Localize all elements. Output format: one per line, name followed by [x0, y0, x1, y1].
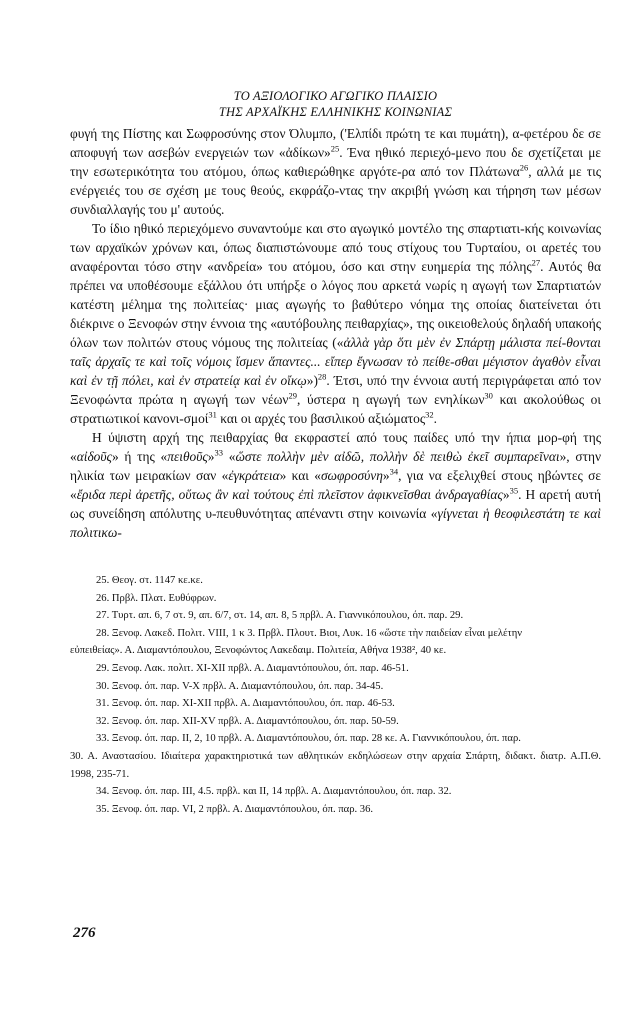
paragraph-3	[70, 428, 601, 542]
footnote-ref: 34	[389, 466, 399, 477]
greek-quote: ὥστε πολλὴν μὲν αἰδῶ, πολλὴν δὲ πειθὼ ἐκεῖ συμπαρεῖναι	[235, 449, 560, 464]
paragraph-1	[70, 124, 601, 219]
text-run: »	[502, 487, 510, 502]
footnote: 28. Ξενοφ. Λακεδ. Πολιτ. VIII, 1 κ 3. Πρβλ. Πλουτ. Βιοι, Λυκ. 16 «ὥστε τὴν παιδείαν εἶναι μελέτην	[96, 627, 523, 639]
greek-quote: γίγνεται ἡ θεοφιλεστάτη τε καὶ πολιτικω-	[70, 506, 601, 540]
footnote-ref: 26	[519, 162, 529, 173]
text-run: »	[382, 468, 390, 483]
greek-quote: ἔριδα περὶ ἀρετῆς, οὕτως ἂν καὶ τούτους ἐπὶ πλεῖστον ἀφικνεῖσθαι ἀνδραγαθίας	[76, 487, 503, 502]
text-run: » ή της «	[111, 449, 168, 464]
text-run: . Η αρετή αυτή ως συνείδηση απόλυτης υ-πευθυνότητας απέναντι στην κοινωνία «	[70, 487, 601, 521]
footnotes	[70, 572, 601, 818]
footnote-ref: 28	[317, 371, 327, 382]
body-text	[70, 124, 601, 542]
footnote: 25. Θεογ. στ. 1147 κε.κε.	[96, 575, 203, 586]
footnote-continuation: 30. Α. Αναστασίου. Ιδιαίτερα χαρακτηριστικά των αθλητικών εκδηλώσεων στην αρχαία Σπάρτη, διδακτ. διατρ. Α.Π.Θ. 1998, 235-71.	[70, 750, 601, 780]
text-run: »)	[306, 373, 318, 388]
footnote: 29. Ξενοφ. Λακ. πολιτ. XI-XII πρβλ. Α. Διαμαντόπουλου, όπ. παρ. 46-51.	[96, 662, 409, 674]
footnote-ref: 31	[208, 409, 217, 420]
text-run: » και «	[279, 468, 321, 483]
footnote-ref: 35	[509, 485, 519, 496]
text-run: . Έτσι, υπό την έννοια αυτή περιγράφεται από τον Ξενοφώντα πρώτα η αγωγή των νέων	[70, 373, 601, 407]
text-run: , αλλά με τις ενέργειές του σε σχέση με τους θεούς, εκφράζο-ντας την ακριβή γνώση και τήρηση των μέσων συνδιαλλαγής του μ' αυτούς.	[70, 164, 601, 217]
footnote: 35. Ξενοφ. όπ. παρ. VI, 2 πρβλ. Α. Διαμαντόπουλου, όπ. παρ. 36.	[96, 803, 374, 815]
text-run: και ακολούθως οι στρατιωτικοί κανονι-σμοί	[70, 392, 601, 426]
greek-term: ἐγκράτεια	[228, 468, 280, 483]
text-run: », στην ηλικία των μειρακίων σαν «	[70, 449, 602, 483]
text-run: , ύστερα η αγωγή των ενηλίκων	[296, 392, 485, 407]
greek-term: πειθοῦς	[167, 449, 208, 464]
footnote-ref: 32	[425, 409, 434, 420]
footnote: 33. Ξενοφ. όπ. παρ. II, 2, 10 πρβλ. Α. Διαμαντόπουλου, όπ. παρ. 28 κε. Α. Γιαννικόπουλου, όπ. παρ.	[96, 733, 521, 745]
footnote: 32. Ξενοφ. όπ. παρ. XII-XV πρβλ. Α. Διαμαντόπουλου, όπ. παρ. 50-59.	[96, 715, 399, 727]
footnote-continuation: εὐπειθείας». Α. Διαμαντόπουλου, Ξενοφώντος Λακεδαιμ. Πολιτεία, Αθήνα 1938², 40 κε.	[70, 645, 447, 657]
greek-term: σωφροσύνη	[320, 468, 383, 483]
header-line-1: ΤΟ ΑΞΙΟΛΟΓΙΚΟ ΑΓΩΓΙΚΟ ΠΛΑΙΣΙΟ	[233, 89, 438, 103]
footnote: 26. Πρβλ. Πλατ. Ευθύφρων.	[96, 592, 217, 604]
paragraph-2	[70, 219, 601, 428]
text-run: , για να εξελιχθεί στους ηβώντες σε «	[70, 468, 602, 502]
footnote-ref: 27	[531, 257, 541, 268]
footnote: 34. Ξενοφ. όπ. παρ. III, 4.5. πρβλ. και II, 14 πρβλ. Α. Διαμαντόπουλου, όπ. παρ. 32.	[96, 786, 452, 798]
footnote-ref: 30	[484, 390, 493, 401]
running-header	[70, 88, 601, 120]
text-run: . Αυτός θα πρέπει να υποθέσουμε εξάλλου ότι υπήρξε ο λόγος που αρκετά νωρίς η αγωγή των Σπαρτιατών κατέστη μέλημα της πολιτείας· μιας αγωγής το βαθύτερο νόημα της οποίας διατείνεται ότι διέκρινε ο Ξενοφών στην έννοια της «αυτόβουλης πειθαρχίας», της οικειοθελούς δηλαδή υπακοής όλων των πολιτών στους νόμους της πολιτείας («	[70, 259, 601, 350]
footnote-ref: 25	[330, 143, 340, 154]
text-run: και οι αρχές του βασιλικού αξιώματος	[216, 411, 426, 426]
text-run: «	[223, 449, 236, 464]
text-run: Η ύψιστη αρχή της πειθαρχίας θα εκφραστεί από τους παίδες υπό την ήπια μορ-φή της «	[70, 430, 601, 464]
footnote-ref: 29	[288, 390, 297, 401]
footnote: 31. Ξενοφ. όπ. παρ. XI-XII πρβλ. Α. Διαμαντόπουλου, όπ. παρ. 46-53.	[96, 698, 395, 710]
footnote-ref: 33	[214, 447, 223, 458]
text-run: Το ίδιο ηθικό περιεχόμενο συναντούμε και στο αγωγικό μοντέλο της σπαρτιατι-κής κοινωνίας των αρχαϊκών χρόνων και, όπως διαπιστώνουμε από τους στίχους του Τυρταίου, οι αρετές του αναφέρονται τόσο στην «ανδρεία» του ατόμου, όσο και στην ευημερία της πόλης	[70, 221, 601, 274]
header-line-2: ΤΗΣ ΑΡΧΑΪΚΗΣ ΕΛΛΗΝΙΚΗΣ ΚΟΙΝΩΝΙΑΣ	[218, 105, 453, 119]
page-number: 276	[73, 925, 96, 941]
text-run: φυγή της Πίστης και Σωφροσύνης στον Όλυμπο, ('Ελπίδι πρώτη τε και πυμάτη), α-φετέρου δε σε αποφυγή των ασεβών ενεργειών των «ἀδίκων»	[70, 126, 601, 160]
footnote: 30. Ξενοφ. όπ. παρ. V-X πρβλ. Α. Διαμαντόπουλου, όπ. παρ. 34-45.	[96, 680, 384, 692]
footnote: 27. Τυρτ. απ. 6, 7 στ. 9, απ. 6/7, στ. 14, απ. 8, 5 πρβλ. Α. Γιαννικόπουλου, όπ. παρ. 29.	[96, 610, 464, 622]
page	[70, 88, 601, 818]
text-run: . Ένα ηθικό περιεχό-μενο που δε σχετίζεται με την εσωτερικότητα του ατόμου, όπως καθιερώθηκε αργότε-ρα από τον Πλάτωνα	[70, 145, 602, 179]
greek-term: αἰδοῦς	[76, 449, 112, 464]
greek-quote: ἀλλὰ γὰρ ὅτι μὲν ἐν Σπάρτῃ μάλιστα πεί-θονται ταῖς ἀρχαῖς τε καὶ τοῖς νόμοις ἴσμεν ἅπαντες... εἴπερ ἔγνωσαν τὸ πείθε-σθαι μέγιστον ἀγαθὸν εἶναι καὶ ἐν τῇ πόλει, καὶ ἐν στρατείᾳ καὶ ἐν οἴκῳ	[70, 335, 601, 388]
text-run: .	[433, 411, 437, 426]
text-run: »	[207, 449, 215, 464]
